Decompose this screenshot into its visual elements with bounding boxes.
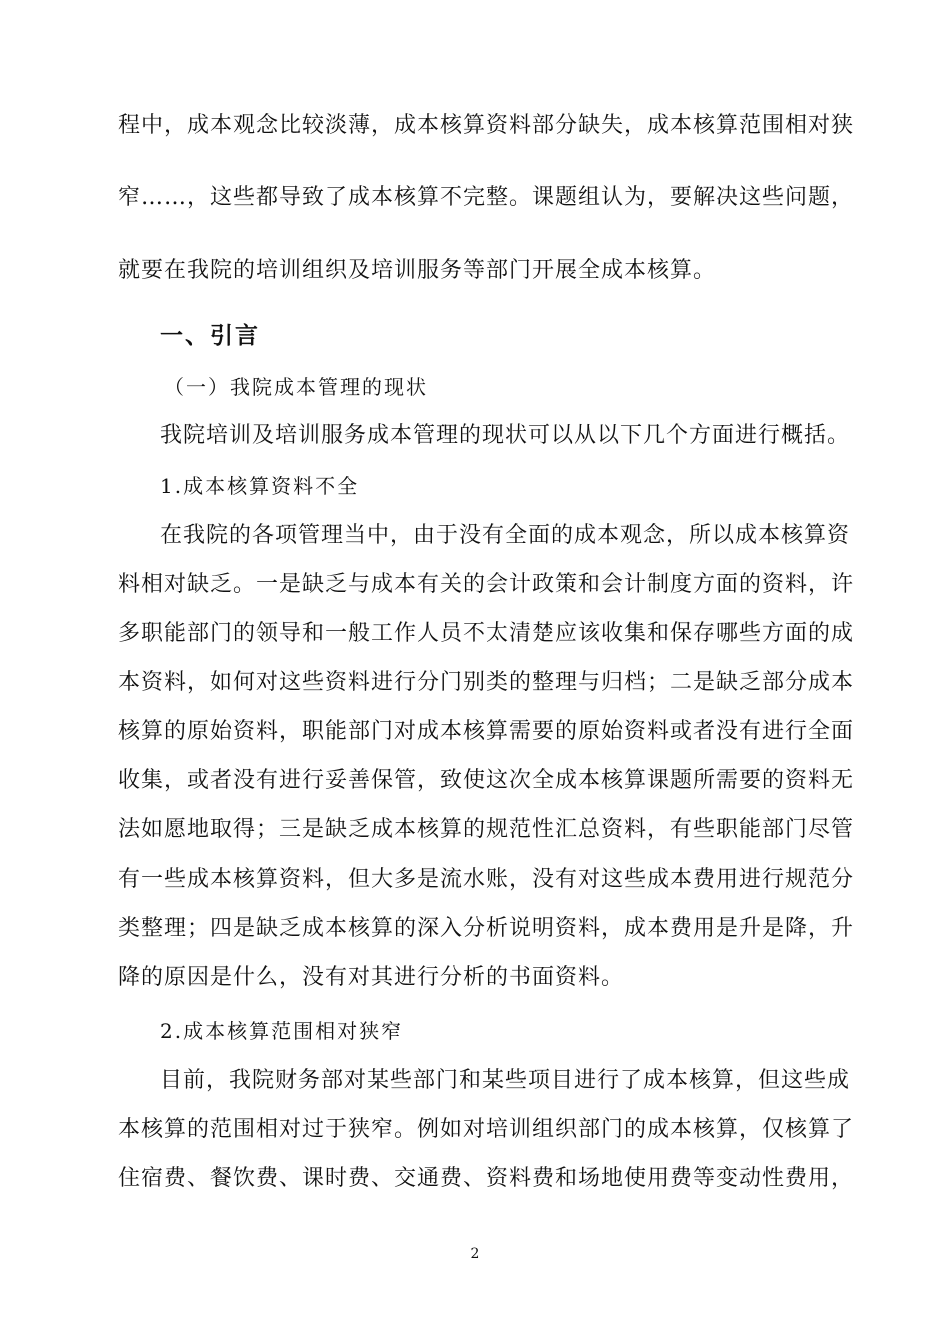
continuation-line-1: 程中，成本观念比较淡薄，成本核算资料部分缺失，成本核算范围相对狭 [118,113,855,138]
intro-paragraph: 我院培训及培训服务成本管理的现状可以从以下几个方面进行概括。 [160,423,851,448]
subsection-heading: （一）我院成本管理的现状 [164,375,428,399]
item1-paragraph-line: 收集，或者没有进行妥善保管，致使这次全成本核算课题所需要的资料无 [118,768,855,793]
item1-paragraph-line: 降的原因是什么，没有对其进行分析的书面资料。 [118,965,625,990]
item2-paragraph-line: 本核算的范围相对过于狭窄。例如对培训组织部门的成本核算，仅核算了 [118,1117,855,1142]
item1-paragraph-line: 料相对缺乏。一是缺乏与成本有关的会计政策和会计制度方面的资料，许 [118,572,855,597]
item1-heading: 1.成本核算资料不全 [160,474,360,498]
item2-heading: 2.成本核算范围相对狭窄 [160,1019,404,1043]
item2-paragraph-line: 住宿费、餐饮费、课时费、交通费、资料费和场地使用费等变动性费用， [118,1166,855,1191]
continuation-line-2: 窄……，这些都导致了成本核算不完整。课题组认为，要解决这些问题， [118,185,855,210]
item1-paragraph-line: 本资料，如何对这些资料进行分门别类的整理与归档；二是缺乏部分成本 [118,670,855,695]
item1-paragraph-line: 类整理；四是缺乏成本核算的深入分析说明资料，成本费用是升是降，升 [118,916,855,941]
item1-paragraph-line: 法如愿地取得；三是缺乏成本核算的规范性汇总资料，有些职能部门尽管 [118,817,855,842]
page-number: 2 [470,1246,480,1262]
item1-paragraph-line: 多职能部门的领导和一般工作人员不太清楚应该收集和保存哪些方面的成 [118,621,855,646]
continuation-line-3: 就要在我院的培训组织及培训服务等部门开展全成本核算。 [118,258,717,283]
item1-paragraph-line: 核算的原始资料，职能部门对成本核算需要的原始资料或者没有进行全面 [118,719,855,744]
item1-paragraph-line: 有一些成本核算资料，但大多是流水账，没有对这些成本费用进行规范分 [118,867,855,892]
item1-paragraph-line: 在我院的各项管理当中，由于没有全面的成本观念，所以成本核算资 [160,523,851,548]
section-heading: 一、引言 [160,322,260,349]
item2-paragraph-line: 目前，我院财务部对某些部门和某些项目进行了成本核算，但这些成 [160,1068,851,1093]
